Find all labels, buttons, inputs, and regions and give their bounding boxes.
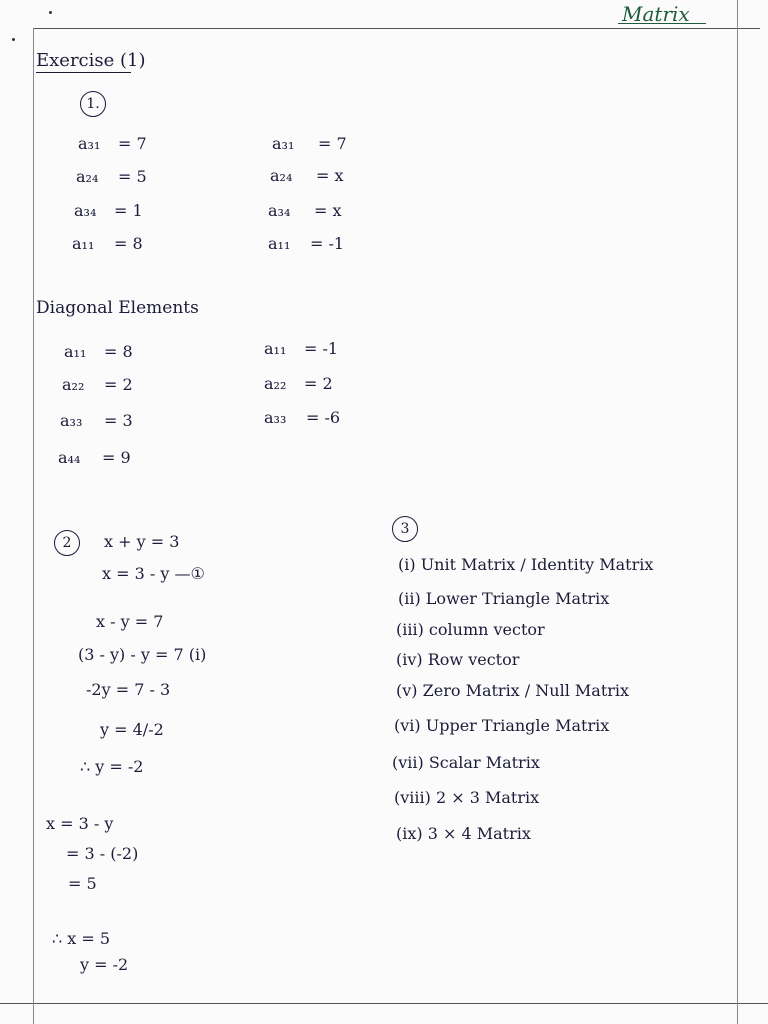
diagonal-right-term: a₁₁ (264, 339, 287, 358)
question-3-number: 3 (392, 516, 418, 542)
q2-line: (3 - y) - y = 7 (i) (78, 645, 207, 664)
diagonal-right-value: = 2 (304, 374, 333, 393)
diagonal-left-value: = 3 (104, 411, 133, 430)
q3-answer-item: (vii) Scalar Matrix (392, 753, 540, 772)
q3-answer-item: (iv) Row vector (396, 650, 520, 669)
q1-left-term: a₂₄ (76, 167, 99, 186)
diagonal-left-term: a₂₂ (62, 375, 85, 394)
top-rule-line (34, 28, 760, 29)
diagonal-left-term: a₃₃ (60, 411, 83, 430)
diagonal-right-value: = -6 (306, 408, 341, 427)
left-margin-line (33, 28, 34, 1024)
diagonal-elements-heading: Diagonal Elements (36, 298, 199, 318)
q2-line: ∴ y = -2 (80, 757, 144, 776)
q1-left-value: = 1 (114, 201, 143, 220)
q1-left-term: a₁₁ (72, 234, 95, 253)
diagonal-left-term: a₄₄ (58, 448, 81, 467)
q1-right-term: a₂₄ (270, 166, 293, 185)
q2-line: = 5 (68, 874, 97, 893)
q1-right-term: a₃₁ (272, 134, 295, 153)
q2-line: x = 3 - y —① (102, 564, 205, 583)
q1-right-value: = x (314, 201, 342, 220)
q1-left-term: a₃₁ (78, 134, 101, 153)
diagonal-left-value: = 2 (104, 375, 133, 394)
q3-answer-item: (ix) 3 × 4 Matrix (396, 824, 531, 843)
q2-line: x = 3 - y (46, 814, 114, 833)
q2-line: x + y = 3 (104, 532, 180, 551)
q3-answer-item: (ii) Lower Triangle Matrix (398, 589, 610, 608)
title-underline (618, 23, 706, 24)
question-1-number: 1. (80, 91, 106, 117)
diagonal-right-term: a₂₂ (264, 374, 287, 393)
q1-left-value: = 7 (118, 134, 147, 153)
page-title: Matrix (622, 2, 690, 26)
q3-answer-item: (vi) Upper Triangle Matrix (394, 716, 610, 735)
exercise-heading-underline (36, 72, 131, 73)
page-dot (12, 38, 15, 41)
diagonal-left-term: a₁₁ (64, 342, 87, 361)
q3-answer-item: (iii) column vector (396, 620, 545, 639)
q1-right-term: a₁₁ (268, 234, 291, 253)
diagonal-left-value: = 8 (104, 342, 133, 361)
diagonal-right-value: = -1 (304, 339, 339, 358)
q2-line: x - y = 7 (96, 612, 164, 631)
diagonal-left-value: = 9 (102, 448, 131, 467)
diagonal-right-term: a₃₃ (264, 408, 287, 427)
q1-right-term: a₃₄ (268, 201, 291, 220)
exercise-heading: Exercise (1) (36, 50, 146, 71)
q1-right-value: = -1 (310, 234, 345, 253)
q3-answer-item: (viii) 2 × 3 Matrix (394, 788, 540, 807)
q2-line: -2y = 7 - 3 (86, 680, 171, 699)
q1-right-value: = 7 (318, 134, 347, 153)
bottom-rule-line (0, 1003, 768, 1004)
question-2-number: 2 (54, 530, 80, 556)
q3-answer-item: (i) Unit Matrix / Identity Matrix (398, 555, 654, 574)
q2-line: y = -2 (80, 955, 129, 974)
right-margin-line (737, 0, 738, 1024)
q3-answer-item: (v) Zero Matrix / Null Matrix (396, 681, 630, 700)
page-dot (49, 11, 52, 14)
q2-line: y = 4/-2 (100, 720, 164, 739)
q1-left-value: = 8 (114, 234, 143, 253)
q1-left-term: a₃₄ (74, 201, 97, 220)
q2-line: ∴ x = 5 (52, 929, 111, 948)
q1-right-value: = x (316, 166, 344, 185)
q2-line: = 3 - (-2) (66, 844, 139, 863)
q1-left-value: = 5 (118, 167, 147, 186)
